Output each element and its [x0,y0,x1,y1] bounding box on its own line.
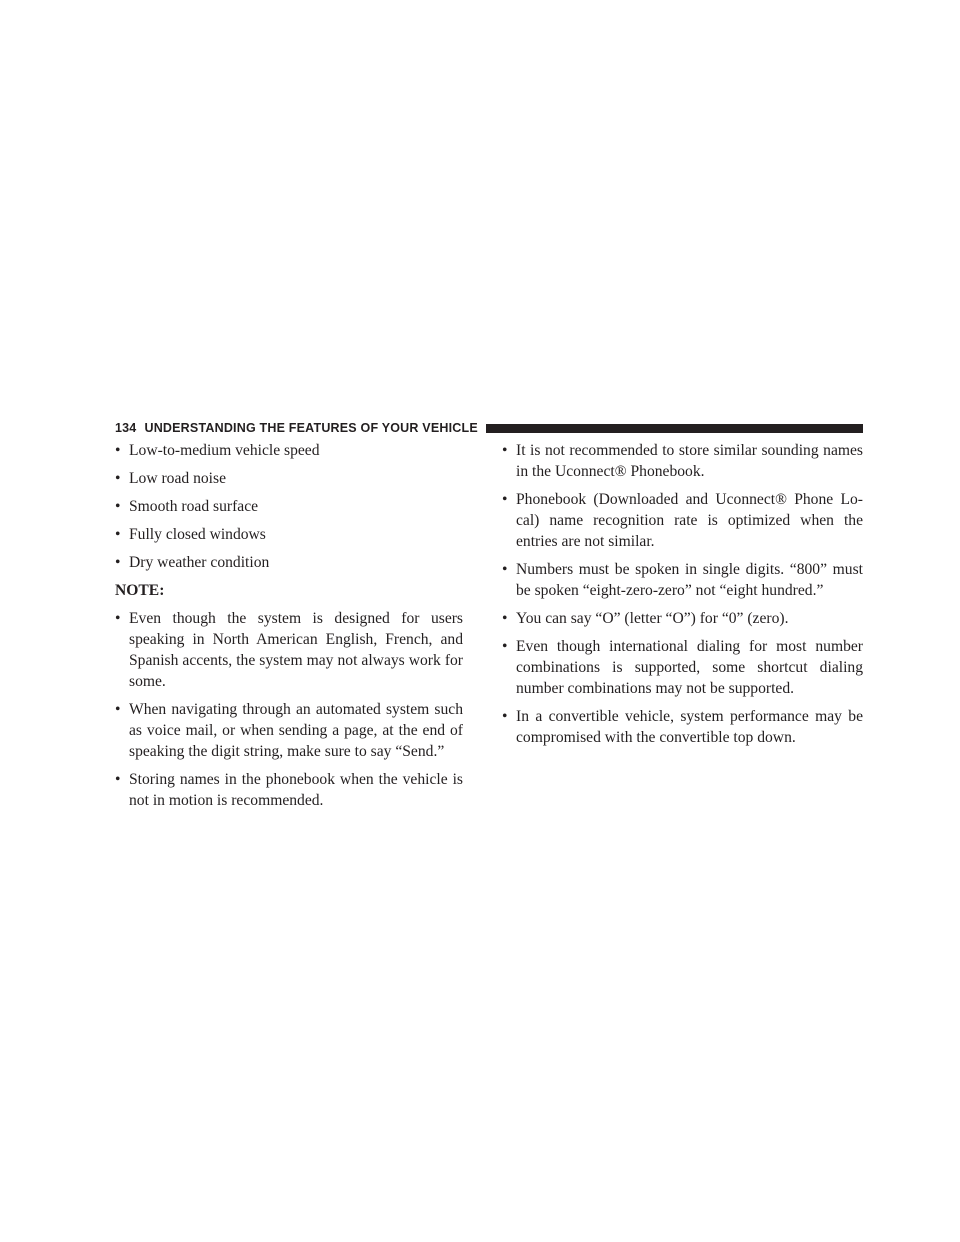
header-rule [486,424,863,433]
list-item: • Even though the system is designed for users speaking in North American English, French, and Spanish accents, the system may not always work for some. [115,608,463,692]
list-item: • Storing names in the phonebook when the vehicle is not in motion is recommended. [115,769,463,811]
page-header [115,418,863,438]
list-item: • Low-to-medium vehicle speed [115,440,463,461]
list-item: • When navigating through an automated system such as voice mail, or when sending a page, at the end of speaking the digit string, make sure to say “Send.” [115,699,463,762]
list-item: • Low road noise [115,468,463,489]
list-item: • Even though international dialing for most number combinations is supported, some shortcut dialing number combinations may not be supported. [502,636,863,699]
list-item: • Fully closed windows [115,524,463,545]
list-item: • It is not recommended to store similar sounding names in the Uconnect® Phonebook. [502,440,863,482]
notes-list-right [502,440,863,748]
note-label: NOTE: [115,582,165,599]
left-column [115,440,463,811]
section-title: UNDERSTANDING THE FEATURES OF YOUR VEHICLE [144,421,478,435]
list-item: • Numbers must be spoken in single digits. “800” must be spoken “eight-zero-zero” not “eight hundred.” [502,559,863,601]
list-item: • Phonebook (Downloaded and Uconnect® Phone Local) name recognition rate is optimized when the entries are not similar. [502,489,863,552]
page-number: 134 [115,421,137,435]
conditions-list [115,440,463,573]
list-item: • You can say “O” (letter “O”) for “0” (zero). [502,608,863,629]
list-item: • In a convertible vehicle, system performance may be compromised with the convertible top down. [502,706,863,748]
right-column [502,440,863,748]
notes-list-left [115,608,463,811]
list-item: • Smooth road surface [115,496,463,517]
list-item: • Dry weather condition [115,552,463,573]
